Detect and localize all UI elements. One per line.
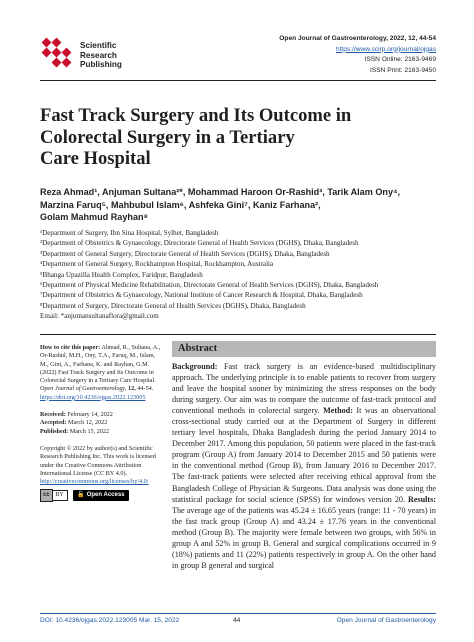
cc-by-badge[interactable] [40,489,68,501]
footer-journal: Open Journal of Gastroenterology [336,617,436,624]
open-lock-icon: 🔓 [77,492,85,499]
affiliation-list [40,228,440,322]
contact-email[interactable]: Email: *anjumansultanaflora@gmail.com [40,312,159,321]
paper-title: Fast Track Surgery and Its Outcome in Colorectal Surgery in a Tertiary Care Hospital [40,105,352,169]
issn-online: ISSN Online: 2163-9469 [364,56,436,64]
footer-divider [40,613,436,614]
issn-print: ISSN Print: 2163-9450 [370,67,436,75]
abstract-body: Background: Fast track surgery is an evidence-based multidisciplinary approach. The underlying principle is to enable patients to recover from surgery and leave the hospital sooner by minimizing the stress responses on the body during surgery. Our aim was to compare the outcome of fast-track protocol and conventional methods in colorectal surgery. Method: It was an observational cross-sectional study carried out at the Department of Surgery in different tertiary level hospitals, Dhaka Bangladesh during the period January 2014 to December 2017. Among this population, 50 patients were placed in the fast-track program (Group A) from January 2014 to December 2015 and 50 patients were in the conventional method (Group B), from January 2016 to December 2017. The fast-track patients were selected after receiving ethical approval from the Bangladesh College of Physician & Surgeons. Data analysis was done using the statistical package for social science (SPSS) for windows version 20. Results: The average age of the patients was 45.24 ± 16.65 years (range: 11 - 70 years) in the fast track group (Group A) and 43.24 ± 17.76 years in the conventional method (Group B). The majority were female between two groups, with 56% in group A and 52% in group B. General and surgical complications occurred in 9 (18%) patients and 11 (22%) patients respectively in group A. On the other hand in group B general and surgical [172,362,436,570]
affiliation-item: ⁶Department of Physical Medicine Rehabilitation, Directorate General of Health Services (DGHS), Dhaka, Bangladesh [40,281,379,290]
journal-citation: Open Journal of Gastroenterology, 2022, 12, 44-54 [279,35,436,42]
copyright-notice: Copyright © 2022 by author(s) and Scientific Research Publishing Inc. This work is licensed under the Creative Commons Attribution International License (CC BY 4.0). http://creativecommons.org/licenses/by/4.0/ cc BY 🔓 Open Access [40,445,162,502]
affiliation-item: ⁸Department of Surgery, Directorate General of Health Services (DGHS), Dhaka, Bangladesh [40,301,306,310]
header-divider [40,80,436,81]
affiliation-item: ¹Department of Surgery, Ibn Sina Hospital, Sylhet, Bangladesh [40,229,219,237]
affiliation-item: ⁷Department of Obstetrics & Gynaecology, National Institute of Cancer Research & Hospital, Dhaka, Bangladesh [40,291,363,300]
affiliation-item: ²Department of Obstetrics & Gynaecology, Directorate General of Health Services (DGHS), Dhaka, Bangladesh [40,239,359,248]
article-dates: Received: February 14, 2022 Accepted: March 12, 2022 Published: March 15, 2022 [40,411,113,435]
journal-info [279,34,436,77]
affiliation-item: ⁵Bhanga Upazilla Health Complex, Faridpur, Bangladesh [40,270,203,279]
journal-url-link[interactable]: https://www.scirp.org/journal/ojgas [335,45,436,53]
by-icon: BY [53,490,68,501]
page-footer [40,616,436,630]
author-list: Reza Ahmad¹, Anjuman Sultana²*, Mohammad Haroon Or-Rashid³, Tarik Alam Ony⁴, Marzina Faruq⁵, Mahbubul Islam⁶, Ashfeka Gini⁷, Kaniz Farhana², Golam Mahmud Rayhan⁸ [40,187,401,223]
publisher-name: Scientific Research Publishing [80,41,122,69]
open-access-badge: 🔓 Open Access [73,490,128,500]
footer-doi: DOI: 10.4236/ojgas.2022.123005 Mar. 15, 2022 [40,617,180,624]
how-to-cite: How to cite this paper: Ahmad, R., Sultana, A., Or-Rashid, M.H., Ony, T.A., Faruq, M., Islam, M., Gini, A., Farhana, K. and Rayhan, G.M. (2022) Fast Track Surgery and Its Outcome in Colorectal Surgery in a Tertiary Care Hospital. Open Journal of Gastroenterology, 12, 44-54. https://doi.org/10.4236/ojgas.2022.123005 [40,344,161,401]
abstract-heading: Abstract [178,343,218,354]
section-divider [40,334,436,335]
abstract-heading-bar [172,341,436,357]
cc-icon: cc [40,489,53,501]
license-link[interactable]: http://creativecommons.org/licenses/by/4.0/ [40,478,149,486]
article-sidebar [40,344,162,511]
page-number: 44 [233,617,241,624]
affiliation-item: ⁴Department of General Surgery, Rockhampton Hospital, Rockhampton, Australia [40,260,274,269]
srp-logo-icon [40,36,78,74]
affiliation-item: ³Department of General Surgery, Directorate General of Health Services (DGHS), Dhaka, Bangladesh [40,249,330,258]
cite-doi-link[interactable]: https://doi.org/10.4236/ojgas.2022.123005 [40,393,146,401]
